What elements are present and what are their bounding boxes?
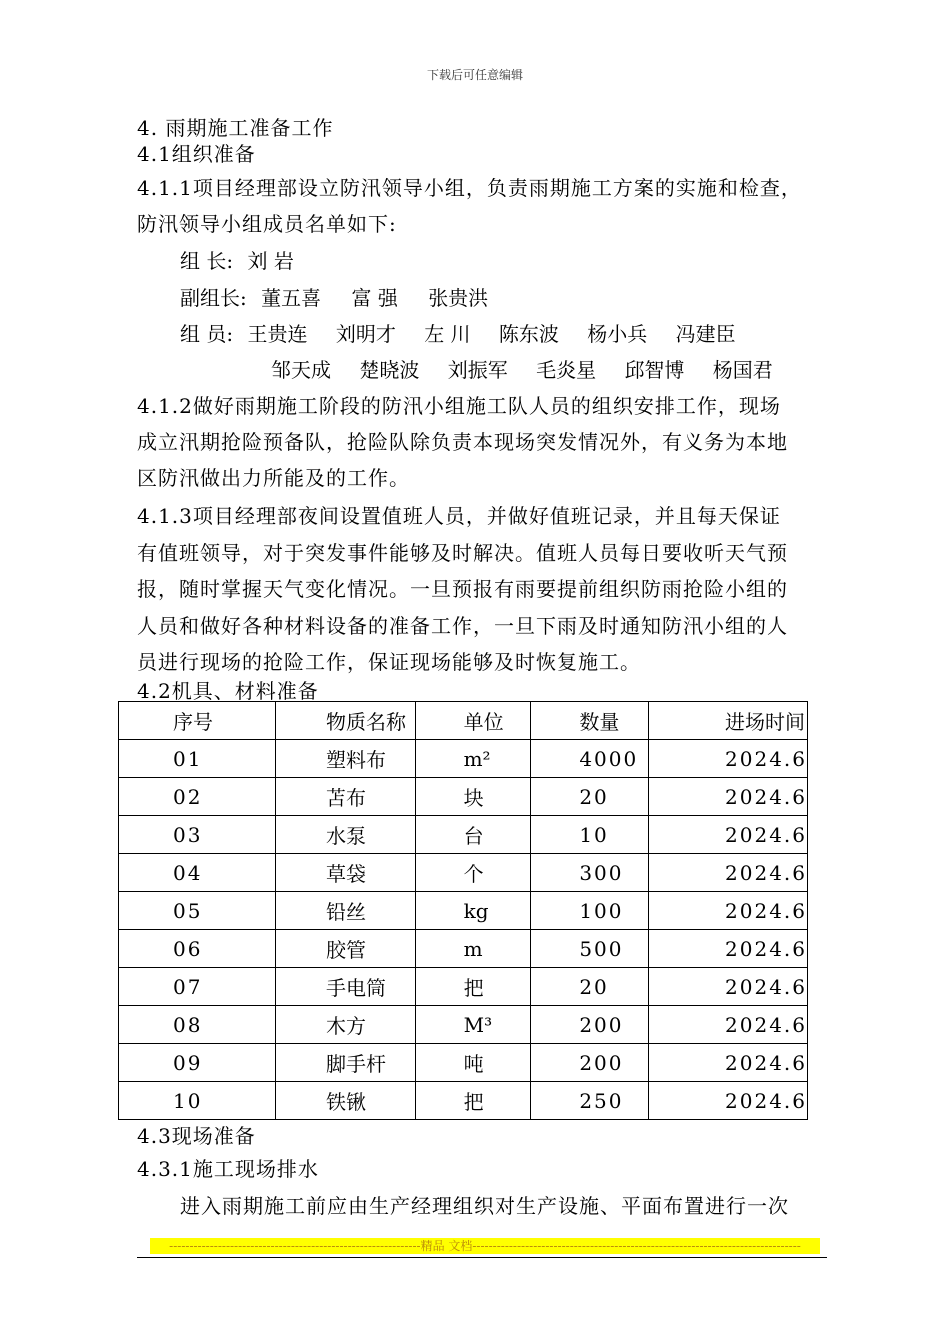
table-row	[119, 1044, 808, 1082]
cell-quantity: 100	[531, 892, 649, 930]
member-label: 组 员:	[180, 322, 234, 346]
paragraph-4-1-3-line-1: 4.1.3项目经理部夜间设置值班人员，并做好值班记录，并且每天保证	[137, 504, 781, 528]
cell-index: 06	[119, 930, 276, 968]
cell-name: 塑料布	[276, 740, 416, 778]
member-name: 刘明才	[335, 322, 396, 346]
paragraph-4-1-1-line-1: 4.1.1项目经理部设立防汛领导小组，负责雨期施工方案的实施和检查，	[137, 176, 802, 200]
deputy-label: 副组长:	[180, 286, 247, 310]
cell-index: 08	[119, 1006, 276, 1044]
cell-quantity: 200	[531, 1006, 649, 1044]
cell-quantity: 10	[531, 816, 649, 854]
column-header-index: 序号	[119, 702, 276, 740]
cell-arrival-time: 2024.6	[649, 1082, 808, 1120]
table-row	[119, 1082, 808, 1120]
cell-name: 手电筒	[276, 968, 416, 1006]
cell-quantity: 20	[531, 968, 649, 1006]
column-header-unit: 单位	[415, 702, 531, 740]
table-row	[119, 740, 808, 778]
paragraph-4-3-1: 进入雨期施工前应由生产经理组织对生产设施、平面布置进行一次	[180, 1194, 789, 1218]
member-row-2	[271, 354, 773, 383]
cell-quantity: 500	[531, 930, 649, 968]
column-header-name: 物质名称	[276, 702, 416, 740]
paragraph-4-1-2-line-3: 区防汛做出力所能及的工作。	[137, 466, 410, 490]
cell-name: 胶管	[276, 930, 416, 968]
materials-table	[118, 701, 808, 1120]
member-name: 邱智博	[624, 358, 685, 382]
member-row-1	[180, 318, 736, 347]
deputy-name: 董五喜	[261, 286, 322, 310]
leader-name: 刘 岩	[247, 249, 294, 273]
footer-banner: --------------------------------------------------------------精品 文档---------------------------------------------------------------------------------	[150, 1238, 820, 1254]
section-heading-4-3-1: 4.3.1施工现场排水	[137, 1157, 319, 1181]
member-name: 邹天成	[271, 358, 331, 382]
deputy-name: 富 强	[351, 286, 398, 310]
cell-unit: 把	[415, 968, 531, 1006]
cell-unit: 台	[415, 816, 531, 854]
cell-name: 苫布	[276, 778, 416, 816]
cell-name: 脚手杆	[276, 1044, 416, 1082]
member-name: 楚晓波	[359, 358, 420, 382]
paragraph-4-1-2-line-2: 成立汛期抢险预备队，抢险队除负责本现场突发情况外，有义务为本地	[137, 430, 788, 454]
section-heading-4-1: 4.1组织准备	[137, 142, 256, 166]
member-name: 左 川	[424, 322, 471, 346]
member-name: 杨小兵	[587, 322, 648, 346]
cell-unit: 把	[415, 1082, 531, 1120]
cell-unit: m²	[415, 740, 531, 778]
footer-divider	[137, 1257, 827, 1258]
cell-name: 水泵	[276, 816, 416, 854]
cell-index: 01	[119, 740, 276, 778]
section-heading-4: 4. 雨期施工准备工作	[137, 116, 334, 140]
member-name: 刘振军	[447, 358, 508, 382]
table-row	[119, 816, 808, 854]
cell-name: 草袋	[276, 854, 416, 892]
member-name: 陈东波	[498, 322, 559, 346]
table-row	[119, 854, 808, 892]
cell-quantity: 250	[531, 1082, 649, 1120]
cell-arrival-time: 2024.6	[649, 740, 808, 778]
member-name: 毛炎星	[536, 358, 597, 382]
table-row	[119, 1006, 808, 1044]
deputy-row	[180, 282, 488, 311]
table-row	[119, 892, 808, 930]
cell-arrival-time: 2024.6	[649, 854, 808, 892]
cell-unit: kg	[415, 892, 531, 930]
cell-quantity: 300	[531, 854, 649, 892]
table-row	[119, 968, 808, 1006]
cell-index: 05	[119, 892, 276, 930]
section-heading-4-3: 4.3现场准备	[137, 1124, 256, 1148]
cell-arrival-time: 2024.6	[649, 816, 808, 854]
cell-quantity: 200	[531, 1044, 649, 1082]
page-header: 下载后可任意编辑	[426, 68, 523, 82]
column-header-arrival-time: 进场时间	[649, 702, 808, 740]
leader-row	[180, 245, 294, 274]
cell-arrival-time: 2024.6	[649, 892, 808, 930]
section-heading-4-2: 4.2机具、材料准备	[137, 679, 319, 703]
paragraph-4-1-3-line-4: 人员和做好各种材料设备的准备工作，一旦下雨及时通知防汛小组的人	[137, 614, 788, 638]
cell-unit: M³	[415, 1006, 531, 1044]
cell-index: 04	[119, 854, 276, 892]
cell-index: 02	[119, 778, 276, 816]
column-header-quantity: 数量	[531, 702, 649, 740]
deputy-name: 张贵洪	[428, 286, 489, 310]
member-name: 杨国君	[712, 358, 773, 382]
paragraph-4-1-1-line-2: 防汛领导小组成员名单如下:	[137, 212, 397, 236]
cell-index: 07	[119, 968, 276, 1006]
cell-index: 03	[119, 816, 276, 854]
cell-arrival-time: 2024.6	[649, 968, 808, 1006]
cell-arrival-time: 2024.6	[649, 778, 808, 816]
cell-index: 09	[119, 1044, 276, 1082]
member-name: 冯建臣	[675, 322, 736, 346]
cell-arrival-time: 2024.6	[649, 1044, 808, 1082]
cell-name: 木方	[276, 1006, 416, 1044]
cell-quantity: 20	[531, 778, 649, 816]
cell-unit: 吨	[415, 1044, 531, 1082]
paragraph-4-1-2-line-1: 4.1.2做好雨期施工阶段的防汛小组施工队人员的组织安排工作，现场	[137, 394, 781, 418]
cell-unit: 块	[415, 778, 531, 816]
paragraph-4-1-3-line-2: 有值班领导，对于突发事件能够及时解决。值班人员每日要收听天气预	[137, 541, 788, 565]
table-row	[119, 930, 808, 968]
cell-name: 铁锹	[276, 1082, 416, 1120]
cell-unit: m	[415, 930, 531, 968]
leader-label: 组 长:	[180, 249, 234, 273]
paragraph-4-1-3-line-5: 员进行现场的抢险工作，保证现场能够及时恢复施工。	[137, 650, 641, 674]
table-header-row	[119, 702, 808, 740]
member-name: 王贵连	[247, 322, 308, 346]
cell-name: 铅丝	[276, 892, 416, 930]
paragraph-4-1-3-line-3: 报，随时掌握天气变化情况。一旦预报有雨要提前组织防雨抢险小组的	[137, 577, 788, 601]
cell-unit: 个	[415, 854, 531, 892]
cell-index: 10	[119, 1082, 276, 1120]
cell-arrival-time: 2024.6	[649, 1006, 808, 1044]
cell-quantity: 4000	[531, 740, 649, 778]
cell-arrival-time: 2024.6	[649, 930, 808, 968]
table-row	[119, 778, 808, 816]
